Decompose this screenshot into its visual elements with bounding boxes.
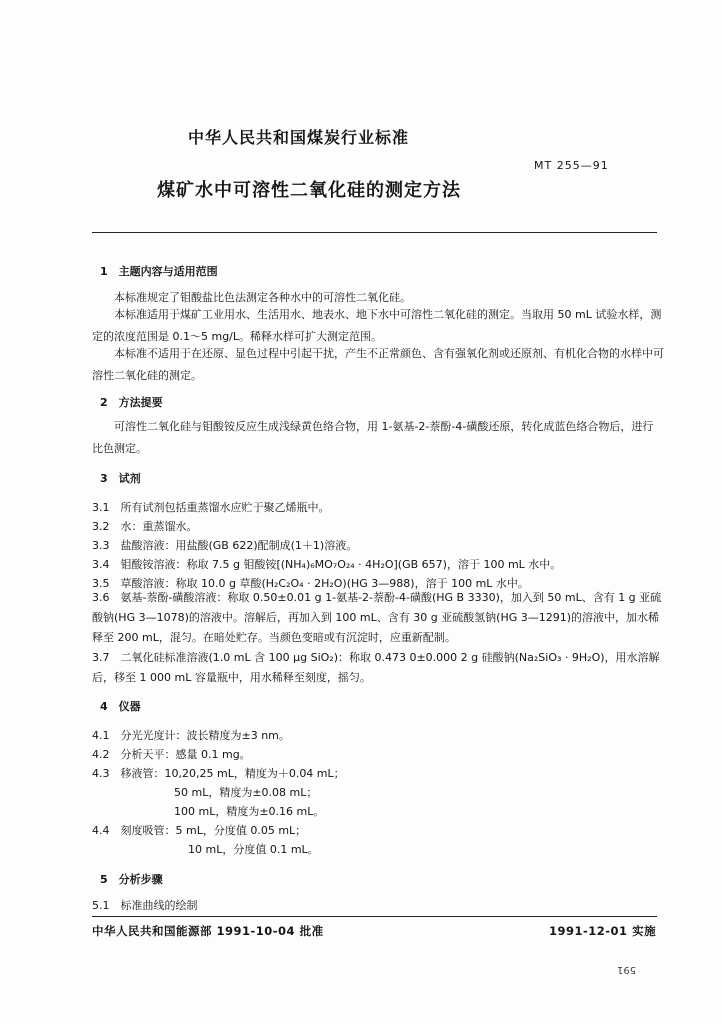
header-rule <box>92 232 657 233</box>
list-item: 4.1 分光光度计：波长精度为±3 nm。 <box>92 729 290 742</box>
page-number: 591 <box>617 964 637 975</box>
approval-line: 中华人民共和国能源部 1991-10-04 批准 <box>92 924 324 938</box>
list-item: 4.4 刻度吸管：5 mL，分度值 0.05 mL； <box>92 824 307 837</box>
section-heading-3: 3 试剂 <box>100 472 141 485</box>
list-item: 4.2 分析天平：感量 0.1 mg。 <box>92 748 251 761</box>
section-heading-5: 5 分析步骤 <box>100 873 163 886</box>
footer-rule <box>92 916 657 917</box>
effective-date: 1991-12-01 实施 <box>549 924 657 938</box>
list-item: 5.1 标准曲线的绘制 <box>92 899 198 912</box>
list-item: 4.3 移液管：10,20,25 mL，精度为＋0.04 mL； <box>92 767 345 780</box>
list-item: 3.1 所有试剂包括重蒸馏水应贮于聚乙烯瓶中。 <box>92 501 330 514</box>
list-item: 3.4 钼酸铵溶液：称取 7.5 g 钼酸铵[(NH₄)₆MO₇O₂₄ · 4H₂O](GB 657)，溶于 100 mL 水中。 <box>92 558 562 571</box>
top-title: 中华人民共和国煤炭行业标准 <box>188 128 410 147</box>
section-heading-4: 4 仪器 <box>100 700 141 713</box>
standard-number: MT 255—91 <box>534 159 609 172</box>
paragraph: 本标准适用于煤矿工业用水、生活用水、地表水、地下水中可溶性二氧化硅的测定。当取用 50 mL 试验水样，测定的浓度范围是 0.1～5 mg/L。稀释水样可扩大测定范围。 <box>92 308 662 343</box>
paragraph: 本标准不适用于在还原、显色过程中引起干扰，产生不正常颜色、含有强氧化剂或还原剂、有机化合物的水样中可溶性二氧化硅的测定。 <box>92 347 664 382</box>
list-item: 3.2 水：重蒸馏水。 <box>92 520 198 533</box>
paragraph: 可溶性二氧化硅与钼酸铵反应生成浅绿黄色络合物，用 1-氨基-2-萘酚-4-磺酸还原，转化成蓝色络合物后，进行比色测定。 <box>92 420 654 455</box>
section-heading-1: 1 主题内容与适用范围 <box>100 265 218 278</box>
list-item: 10 mL，分度值 0.1 mL。 <box>188 843 319 856</box>
paragraph: 本标准规定了钼酸盐比色法测定各种水中的可溶性二氧化硅。 <box>114 291 411 304</box>
list-item: 50 mL，精度为±0.08 mL； <box>174 786 318 799</box>
list-item: 3.3 盐酸溶液：用盐酸(GB 622)配制成(1＋1)溶液。 <box>92 539 358 552</box>
list-item: 100 mL，精度为±0.16 mL。 <box>174 805 325 818</box>
document-title: 煤矿水中可溶性二氧化硅的测定方法 <box>157 180 461 201</box>
list-item: 3.7 二氧化硅标准溶液(1.0 mL 含 100 μg SiO₂)：称取 0.473 0±0.000 2 g 硅酸钠(Na₂SiO₃ · 9H₂O)，用水溶解后，移至 1 000 mL 容量瓶中，用水稀释至刻度，摇匀。 <box>92 651 660 684</box>
section-heading-2: 2 方法提要 <box>100 396 163 409</box>
list-item: 3.5 草酸溶液：称取 10.0 g 草酸(H₂C₂O₄ · 2H₂O)(HG 3—988)，溶于 100 mL 水中。 <box>92 577 529 590</box>
list-item: 3.6 氨基-萘酚-磺酸溶液：称取 0.50±0.01 g 1-氨基-2-萘酚-4-磺酸(HG B 3330)，加入到 50 mL、含有 1 g 亚硫酸钠(HG 3—1078)的溶液中。溶解后，再加入到 100 mL、含有 30 g 亚硫酸氢钠(HG 3—1291)的溶液中，加水稀释至 200 mL，混匀。在暗处贮存。当颜色变暗或有沉淀时，应重新配制。 <box>92 591 662 644</box>
